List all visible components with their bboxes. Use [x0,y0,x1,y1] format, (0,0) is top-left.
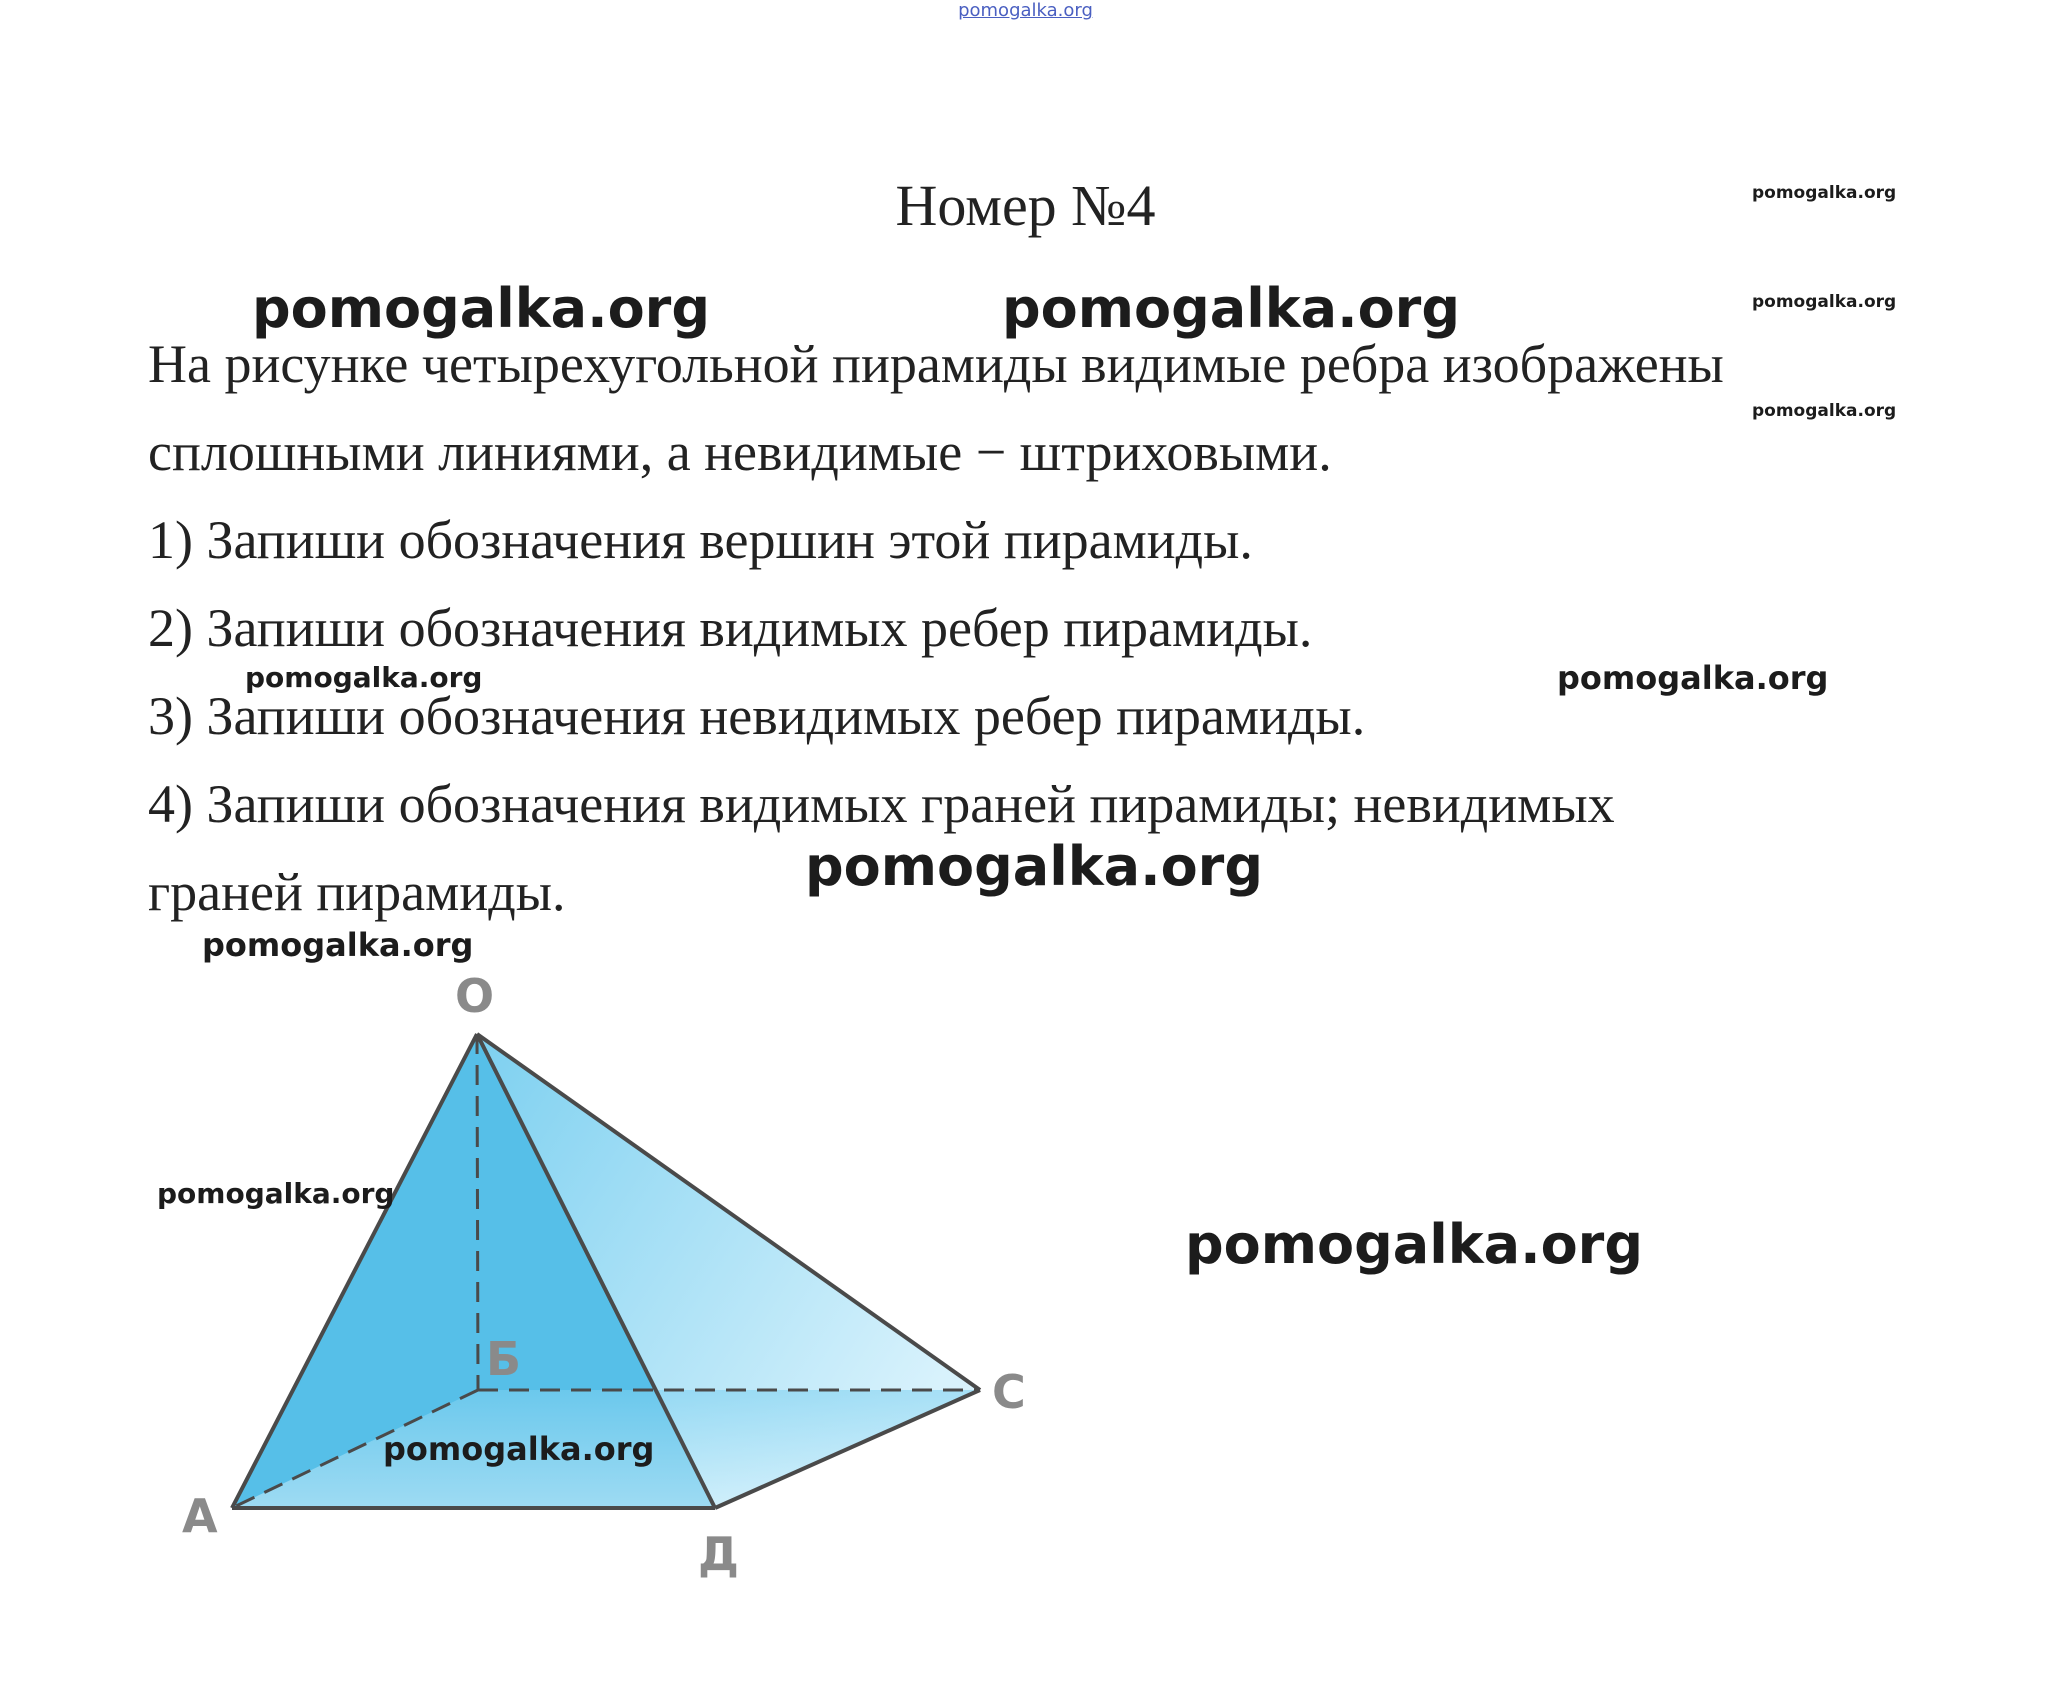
watermark-text: pomogalka.org [1557,659,1829,697]
task-line-3: 1) Запиши обозначения вершин этой пирамиды. [148,510,1253,570]
page-title: Номер №4 [895,173,1156,238]
watermark-text: pomogalka.org [1185,1213,1643,1276]
task-line-6: 4) Запиши обозначения видимых граней пирамиды; невидимых [148,774,1615,834]
task-line-7: граней пирамиды. [148,862,566,922]
site-mark-link[interactable]: pomogalka.org [958,0,1093,21]
watermark-text: pomogalka.org [805,835,1263,898]
pyramid-figure [150,950,1050,1590]
task-line-5: 3) Запиши обозначения невидимых ребер пирамиды. [148,686,1366,746]
watermark-text: pomogalka.org [245,661,483,694]
watermark-text: pomogalka.org [252,277,710,340]
task-line-1: На рисунке четырехугольной пирамиды видимые ребра изображены [148,334,1724,394]
task-line-4: 2) Запиши обозначения видимых ребер пирамиды. [148,598,1313,658]
watermark-text: pomogalka.org [202,926,474,964]
vertex-label-b: Б [486,1332,522,1386]
watermark-text: pomogalka.org [1002,277,1460,340]
vertex-label-o: О [455,969,495,1023]
watermark-text: pomogalka.org [1752,183,1897,203]
watermark-text: pomogalka.org [1752,292,1897,312]
watermark-text: pomogalka.org [157,1177,395,1210]
vertex-label-d: Д [698,1527,739,1581]
vertex-label-c: С [992,1365,1026,1419]
vertex-label-a: А [182,1489,218,1543]
watermark-text: pomogalka.org [1752,401,1897,421]
task-line-2: сплошными линиями, а невидимые − штриховыми. [148,422,1332,482]
watermark-text: pomogalka.org [383,1430,655,1468]
